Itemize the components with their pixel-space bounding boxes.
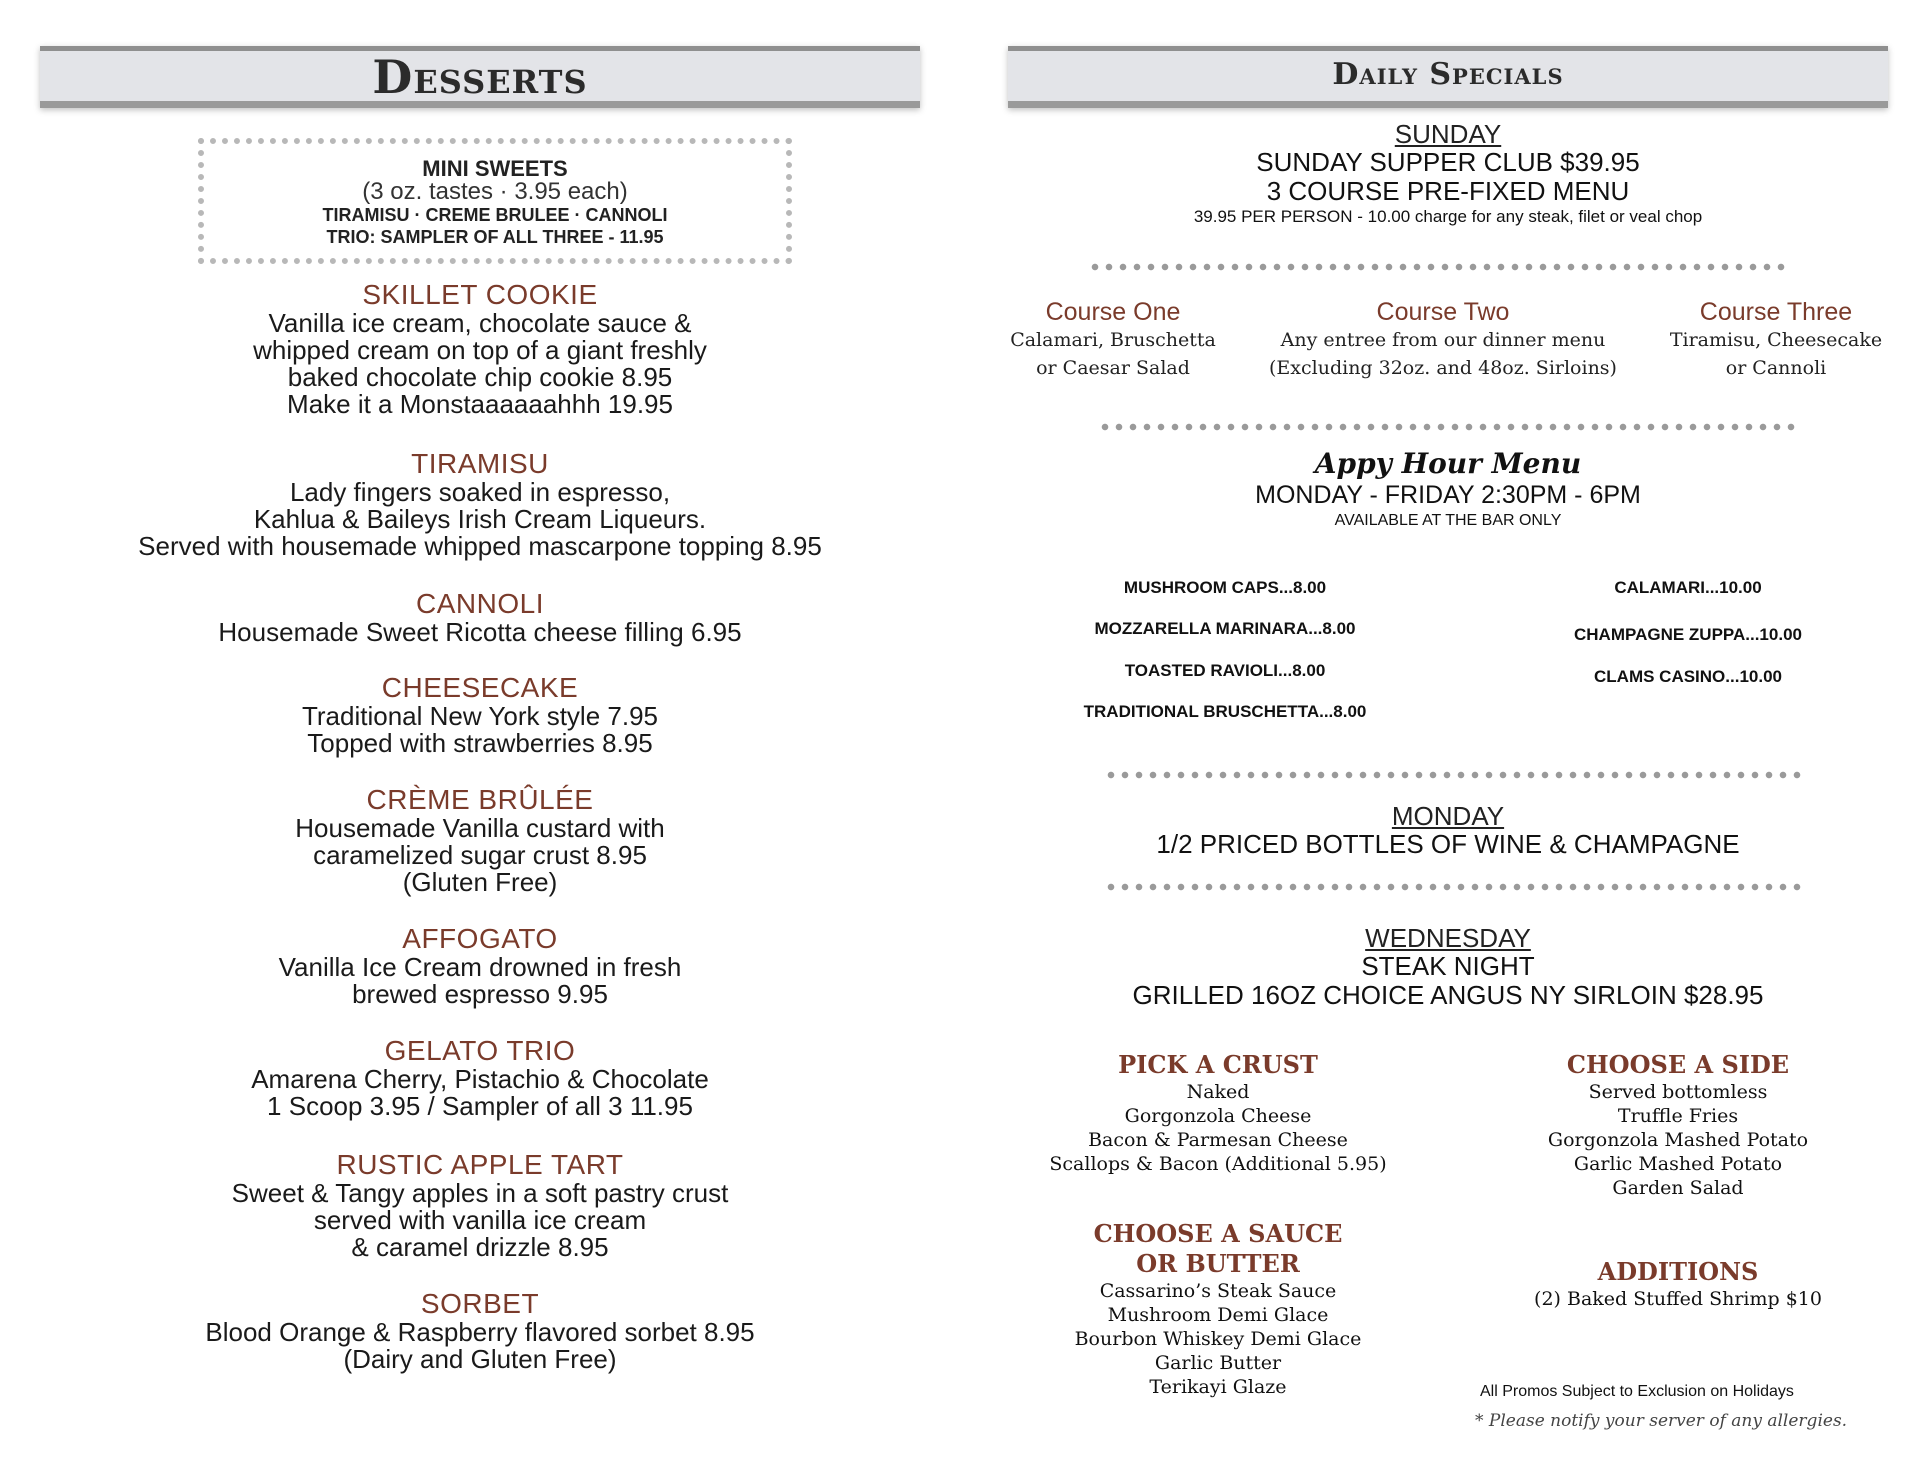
dessert-description: Blood Orange & Raspberry flavored sorbet 8.95 (Dairy and Gluten Free) bbox=[205, 1317, 755, 1374]
dessert-item bbox=[40, 1150, 920, 1261]
dessert-item bbox=[40, 1036, 920, 1120]
dessert-item bbox=[40, 924, 920, 1008]
crust-option: Naked bbox=[1186, 1081, 1250, 1103]
allergy-note: * Please notify your server of any allergies. bbox=[1475, 1411, 1848, 1431]
dessert-description: Vanilla ice cream, chocolate sauce & whipped cream on top of a giant freshly baked chocolate chip cookie 8.95 Make it a Monstaaaaaahhh 19.95 bbox=[253, 308, 707, 419]
course-description: Any entree from our dinner menu (Excluding 32oz. and 48oz. Sirloins) bbox=[1269, 329, 1617, 379]
mini-sweets-subtitle: (3 oz. tastes · 3.95 each) bbox=[362, 178, 628, 205]
dessert-description: Amarena Cherry, Pistachio & Chocolate 1 Scoop 3.95 / Sampler of all 3 11.95 bbox=[251, 1064, 709, 1121]
dessert-description: Vanilla Ice Cream drowned in fresh brewed espresso 9.95 bbox=[278, 952, 682, 1009]
mini-sweets-title: MINI SWEETS bbox=[422, 156, 568, 181]
divider-dots bbox=[1104, 770, 1804, 780]
sauce-option: Mushroom Demi Glace bbox=[1107, 1304, 1329, 1326]
choose-a-sauce-block bbox=[1048, 1219, 1388, 1399]
divider-dots bbox=[1104, 882, 1804, 892]
dessert-item bbox=[40, 673, 920, 757]
mini-sweets-trio: TRIO: SAMPLER OF ALL THREE - 11.95 bbox=[326, 227, 664, 247]
course-description: Tiramisu, Cheesecake or Cannoli bbox=[1669, 329, 1883, 379]
dessert-name: CRÈME BRÛLÉE bbox=[366, 784, 594, 815]
dessert-description: Housemade Sweet Ricotta cheese filling 6.95 bbox=[218, 617, 742, 647]
dessert-item bbox=[40, 785, 920, 896]
appy-menu-item: MUSHROOM CAPS...8.00 bbox=[1123, 578, 1327, 597]
course-title: Course One bbox=[1045, 298, 1181, 326]
addition-option: (2) Baked Stuffed Shrimp $10 bbox=[1534, 1288, 1822, 1310]
choose-a-sauce-title-2: OR BUTTER bbox=[1136, 1249, 1300, 1278]
sunday-line-2: 3 COURSE PRE-FIXED MENU bbox=[1266, 176, 1630, 206]
monday-section bbox=[1008, 802, 1888, 859]
sunday-line-1: SUNDAY SUPPER CLUB $39.95 bbox=[1256, 147, 1640, 177]
dessert-name: GELATO TRIO bbox=[384, 1035, 576, 1066]
desserts-title: Desserts bbox=[372, 50, 588, 104]
appy-hour-hours: MONDAY - FRIDAY 2:30PM - 6PM bbox=[1255, 481, 1641, 509]
course-three bbox=[1656, 298, 1896, 382]
dessert-name: SKILLET COOKIE bbox=[362, 279, 598, 310]
divider-dots bbox=[1088, 262, 1788, 272]
dessert-item bbox=[40, 449, 920, 560]
mini-sweets-items: TIRAMISU · CREME BRULEE · CANNOLI bbox=[322, 205, 668, 225]
dessert-name: RUSTIC APPLE TART bbox=[336, 1149, 624, 1180]
dessert-description: Sweet & Tangy apples in a soft pastry crust served with vanilla ice cream & caramel drizzle 8.95 bbox=[231, 1178, 729, 1262]
appy-hour-note: AVAILABLE AT THE BAR ONLY bbox=[1334, 512, 1562, 529]
sauce-option: Terikayi Glaze bbox=[1149, 1376, 1287, 1398]
specials-header-banner bbox=[1008, 46, 1888, 108]
promo-exclusion-note: All Promos Subject to Exclusion on Holidays bbox=[1480, 1383, 1794, 1400]
additions-title: ADDITIONS bbox=[1597, 1257, 1759, 1286]
appy-menu-item: CLAMS CASINO...10.00 bbox=[1594, 667, 1782, 686]
course-title: Course Two bbox=[1376, 298, 1510, 326]
choose-a-side-block bbox=[1508, 1050, 1848, 1200]
appy-menu-item: TOASTED RAVIOLI...8.00 bbox=[1124, 661, 1326, 680]
side-option: Garlic Mashed Potato bbox=[1573, 1153, 1783, 1175]
dessert-description: Housemade Vanilla custard with caramelized sugar crust 8.95 (Gluten Free) bbox=[295, 813, 665, 897]
mini-sweets-box bbox=[198, 138, 792, 264]
dessert-item bbox=[40, 280, 920, 418]
crust-option: Gorgonzola Cheese bbox=[1124, 1105, 1312, 1127]
course-two bbox=[1243, 298, 1643, 382]
monday-day-heading: MONDAY bbox=[1391, 801, 1505, 831]
wednesday-day-heading: WEDNESDAY bbox=[1365, 923, 1531, 953]
wednesday-section bbox=[1008, 924, 1888, 1010]
choose-a-side-title: CHOOSE A SIDE bbox=[1566, 1050, 1790, 1079]
sauce-option: Garlic Butter bbox=[1154, 1352, 1282, 1374]
dessert-name: TIRAMISU bbox=[411, 448, 549, 479]
side-option: Garden Salad bbox=[1612, 1177, 1744, 1199]
specials-title: Daily Specials bbox=[1332, 57, 1564, 92]
sauce-option: Bourbon Whiskey Demi Glace bbox=[1074, 1328, 1362, 1350]
pick-a-crust-title: PICK A CRUST bbox=[1118, 1050, 1318, 1079]
appy-menu-item: TRADITIONAL BRUSCHETTA...8.00 bbox=[1083, 702, 1367, 721]
side-option: Served bottomless bbox=[1588, 1081, 1768, 1103]
dessert-name: CHEESECAKE bbox=[381, 672, 579, 703]
dessert-description: Lady fingers soaked in espresso, Kahlua & Baileys Irish Cream Liqueurs. Served with housemade whipped mascarpone topping 8.95 bbox=[138, 477, 822, 561]
course-one bbox=[1008, 298, 1218, 382]
dessert-name: SORBET bbox=[420, 1288, 540, 1319]
dessert-item bbox=[40, 589, 920, 646]
sauce-option: Cassarino’s Steak Sauce bbox=[1099, 1280, 1337, 1302]
additions-block bbox=[1508, 1257, 1848, 1311]
dessert-name: AFFOGATO bbox=[402, 923, 558, 954]
wednesday-line-2: GRILLED 16OZ CHOICE ANGUS NY SIRLOIN $28.95 bbox=[1132, 980, 1764, 1010]
course-description: Calamari, Bruschetta or Caesar Salad bbox=[1010, 329, 1216, 379]
appy-menu-item: MOZZARELLA MARINARA...8.00 bbox=[1094, 619, 1356, 638]
pick-a-crust-block bbox=[1048, 1050, 1388, 1176]
monday-line-1: 1/2 PRICED BOTTLES OF WINE & CHAMPAGNE bbox=[1156, 829, 1740, 859]
crust-option: Bacon & Parmesan Cheese bbox=[1088, 1129, 1348, 1151]
appy-menu-item: CALAMARI...10.00 bbox=[1614, 578, 1762, 597]
sunday-section bbox=[1008, 120, 1888, 228]
dessert-name: CANNOLI bbox=[416, 588, 544, 619]
sunday-day-heading: SUNDAY bbox=[1394, 119, 1502, 149]
appy-hour-section bbox=[1008, 448, 1888, 532]
sunday-note: 39.95 PER PERSON - 10.00 charge for any steak, filet or veal chop bbox=[1193, 207, 1703, 226]
dessert-description: Traditional New York style 7.95 Topped with strawberries 8.95 bbox=[301, 701, 658, 758]
appy-hour-title: Appy Hour Menu bbox=[1314, 447, 1582, 480]
divider-dots bbox=[1098, 422, 1798, 432]
side-option: Gorgonzola Mashed Potato bbox=[1547, 1129, 1809, 1151]
course-title: Course Three bbox=[1699, 298, 1853, 326]
crust-option: Scallops & Bacon (Additional 5.95) bbox=[1049, 1153, 1387, 1175]
wednesday-line-1: STEAK NIGHT bbox=[1361, 951, 1535, 981]
dessert-item bbox=[40, 1289, 920, 1373]
desserts-header-banner bbox=[40, 46, 920, 108]
side-option: Truffle Fries bbox=[1617, 1105, 1739, 1127]
appy-menu-item: CHAMPAGNE ZUPPA...10.00 bbox=[1574, 625, 1802, 644]
choose-a-sauce-title: CHOOSE A SAUCE bbox=[1093, 1219, 1343, 1248]
